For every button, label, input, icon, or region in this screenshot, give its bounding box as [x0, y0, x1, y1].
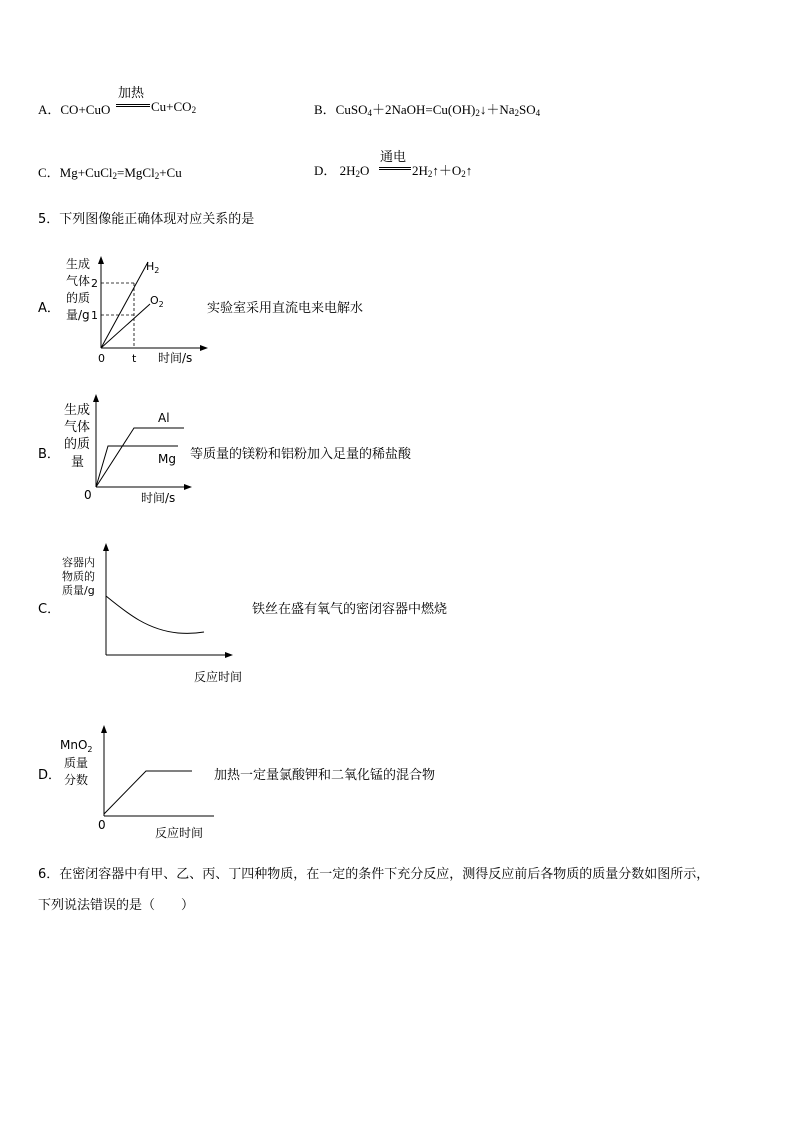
equals-bar-d	[379, 167, 411, 170]
graph-b-ylabel-2: 气体	[64, 420, 91, 435]
graph-d	[58, 722, 218, 844]
q6-stem-line-1: 6．在密闭容器中有甲、乙、丙、丁四种物质，在一定的条件下充分反应，测得反应前后各物质的质量分数如图所示，	[38, 867, 710, 882]
graph-a-origin: 0	[98, 352, 105, 365]
graph-d-ylabel-1: 质量	[64, 756, 89, 770]
graph-b-y-arrow	[93, 394, 99, 402]
graph-b-series-mg: Mg	[158, 452, 176, 466]
q5-stem: 5．下列图像能正确体现对应关系的是	[38, 212, 255, 227]
graph-c	[58, 540, 258, 688]
q4-option-a-products: $Cu+CO_2$	[151, 99, 197, 115]
q4-option-d-products: $2H_2↑+O_2↑$	[412, 163, 473, 179]
graph-a-ytick-1: 1	[91, 309, 98, 322]
graph-d-ylabel-2: 分数	[64, 773, 89, 787]
graph-a-ylabel-3: 的质	[66, 291, 91, 305]
graph-a-ylabel-1: 生成	[66, 257, 91, 271]
graph-d-line	[104, 771, 192, 814]
graph-c-ylabel-1: 容器内	[62, 556, 95, 569]
graph-a-h2-line	[101, 262, 148, 348]
graph-a-ylabel-2: 气体	[66, 274, 91, 288]
graph-a-ytick-2: 2	[91, 277, 98, 290]
equals-bar-a	[116, 104, 150, 107]
option-c-letter: C．	[38, 602, 61, 617]
graph-c-y-arrow	[103, 543, 109, 551]
reaction-condition-d: 通电	[380, 150, 407, 165]
option-b-letter: B．	[38, 447, 60, 462]
graph-a-y-arrow	[98, 256, 104, 264]
graph-a-xlabel: 时间/s	[158, 351, 193, 365]
option-a-letter: A．	[38, 301, 60, 316]
graph-a-xtick-t: t	[132, 352, 137, 365]
q4-option-d: D． $2H_2O$	[314, 163, 370, 179]
option-d-desc: 加热一定量氯酸钾和二氧化锰的混合物	[214, 768, 436, 783]
graph-b-x-arrow	[184, 484, 192, 490]
option-c-desc: 铁丝在盛有氧气的密闭容器中燃烧	[252, 602, 448, 617]
graph-a-ylabel-4: 量/g	[66, 308, 90, 322]
graph-b-origin: 0	[84, 488, 92, 502]
graph-d-origin: 0	[98, 818, 106, 832]
reaction-condition-a: 加热	[118, 86, 145, 101]
graph-a-series-h2: $H_2$	[146, 260, 160, 275]
graph-b-ylabel-1: 生成	[64, 403, 91, 418]
graph-c-ylabel-3: 质量/g	[62, 584, 95, 597]
graph-c-xlabel: 反应时间	[194, 670, 243, 684]
graph-d-ylabel-main: MnO$_2$	[60, 738, 93, 754]
graph-c-ylabel-2: 物质的	[62, 570, 95, 583]
graph-b-ylabel-3: 的质	[64, 437, 91, 452]
option-d-letter: D．	[38, 768, 62, 783]
graph-b-ylabel-4: 量	[71, 455, 85, 470]
q4-option-a: A．CO+CuO	[38, 102, 111, 117]
graph-b-xlabel: 时间/s	[141, 491, 176, 505]
graph-c-curve	[106, 596, 204, 633]
graph-a	[58, 252, 218, 372]
option-letter: A．	[38, 102, 61, 117]
graph-a-x-arrow	[200, 345, 208, 351]
graph-b-series-al: Al	[158, 411, 170, 425]
graph-b	[58, 392, 208, 510]
graph-d-xlabel: 反应时间	[155, 826, 204, 840]
q6-stem-line-2: 下列说法错误的是（ ）	[38, 898, 195, 913]
graph-a-series-o2: $O_2$	[150, 294, 164, 309]
graph-a-o2-line	[101, 304, 150, 348]
graph-d-y-arrow	[101, 725, 107, 733]
option-a-desc: 实验室采用直流电来电解水	[207, 301, 364, 316]
graph-c-x-arrow	[225, 652, 233, 658]
q4-option-b: B．$CuSO_4+2NaOH=Cu(OH)_2↓+Na_2SO_4$	[314, 102, 541, 118]
option-b-desc: 等质量的镁粉和铝粉加入足量的稀盐酸	[190, 447, 412, 462]
q4-option-c: C．Mg+CuCl$_2$=MgCl$_2$+Cu	[38, 165, 182, 181]
